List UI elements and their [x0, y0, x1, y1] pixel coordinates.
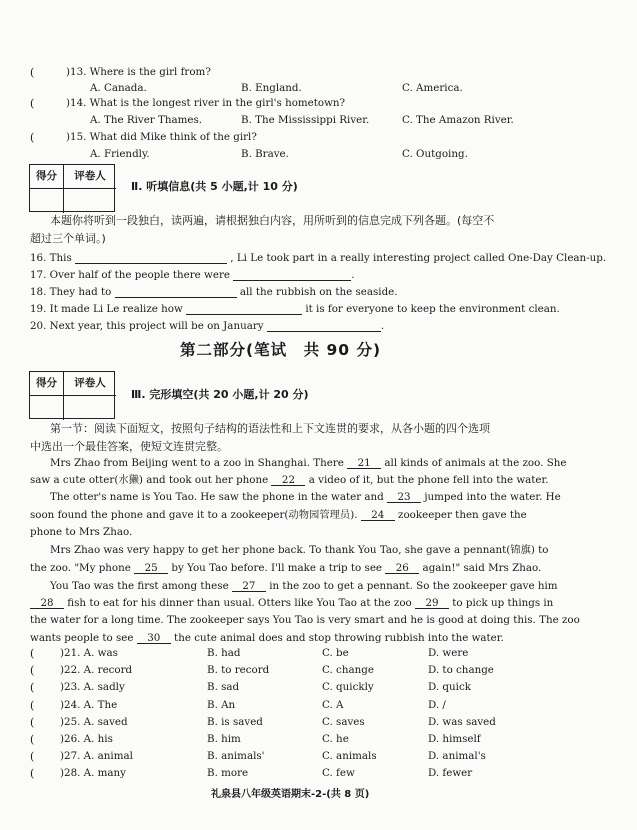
answer-paren[interactable]: ( — [30, 647, 35, 660]
answer-blank[interactable] — [115, 287, 237, 298]
passage-line — [30, 475, 549, 486]
passage-text: saw a cute otter(水獭) and took out her phone — [30, 474, 272, 486]
cloze-option: B. him — [207, 733, 241, 745]
option-b: B. The Mississippi River. — [241, 114, 370, 126]
cloze-blank[interactable]: 25 — [134, 563, 168, 574]
fill-item-18: 18. They had to all the rubbish on the seaside. — [30, 286, 398, 298]
passage-text: soon found the phone and gave it to a zookeeper(动物园管理员). — [30, 509, 361, 521]
cloze-blank[interactable]: 27 — [232, 581, 266, 592]
score-box — [29, 371, 115, 419]
option-c: C. Outgoing. — [402, 148, 468, 160]
part-2-title: 第二部分(笔试 共 90 分) — [180, 341, 382, 359]
score-box — [29, 164, 115, 212]
cloze-option: C. change — [322, 664, 374, 677]
cloze-question-option-a: )23. A. sadly — [60, 681, 125, 694]
passage-text: to pick up things in — [449, 597, 554, 609]
cloze-option: C. A — [322, 698, 344, 711]
cloze-blank[interactable]: 26 — [385, 563, 419, 574]
cloze-option: B. more — [207, 767, 249, 780]
cloze-option: D. / — [428, 698, 446, 711]
passage-text: You Tao was the first among these — [50, 580, 232, 592]
grader-label: 评卷人 — [64, 372, 116, 396]
cloze-option: D. animal's — [428, 750, 486, 763]
cloze-option: C. he — [322, 733, 349, 745]
cloze-option: D. quick — [428, 681, 471, 694]
cloze-blank[interactable]: 22 — [271, 475, 305, 486]
answer-paren[interactable]: ( — [30, 681, 35, 695]
cloze-blank[interactable]: 28 — [30, 598, 64, 609]
option-b: B. England. — [241, 82, 302, 94]
answer-paren[interactable]: ( — [30, 750, 35, 764]
passage-line — [50, 545, 548, 555]
cloze-option: C. saves — [322, 715, 365, 728]
passage-line — [50, 492, 561, 503]
grader-cell[interactable] — [64, 396, 116, 420]
cloze-question-option-a: )25. A. saved — [60, 715, 128, 728]
option-b: B. Brave. — [241, 148, 289, 160]
passage-text: all kinds of animals at the zoo. She — [381, 457, 567, 469]
cloze-option: C. be — [322, 647, 349, 659]
cloze-question-option-a: )28. A. many — [60, 767, 126, 780]
passage-text: again!" said Mrs Zhao. — [419, 562, 542, 574]
passage-text: in the zoo to get a pennant. So the zookeeper gave him — [265, 580, 558, 592]
fill-item-20: 20. Next year, this project will be on January . — [30, 320, 385, 332]
grader-cell[interactable] — [64, 189, 116, 213]
passage-line — [30, 510, 527, 521]
answer-blank[interactable] — [186, 304, 302, 315]
answer-paren[interactable]: ( — [30, 715, 35, 729]
passage-line — [30, 615, 580, 625]
cloze-blank[interactable]: 21 — [347, 458, 381, 469]
passage-text: the zoo. "My phone — [30, 562, 135, 574]
passage-text: Mrs Zhao was very happy to get her phone back. To thank You Tao, she gave a pennant(锦旗) to — [50, 544, 549, 556]
cloze-option: B. is saved — [207, 715, 263, 728]
answer-blank[interactable] — [267, 321, 381, 332]
answer-paren[interactable]: ( — [30, 767, 35, 781]
answer-paren: ( — [30, 97, 35, 110]
cloze-option: D. himself — [428, 733, 481, 745]
cloze-option: D. was saved — [428, 715, 496, 728]
cloze-option: D. to change — [428, 664, 494, 677]
fill-item-16: 16. This , Li Le took part in a really interesting project called One-Day Clean-up. — [30, 252, 607, 264]
cloze-option: D. were — [428, 647, 469, 659]
cloze-blank[interactable]: 30 — [137, 633, 171, 644]
passage-line — [30, 563, 541, 574]
cloze-option: C. animals — [322, 750, 377, 763]
passage-line — [30, 633, 504, 644]
cloze-blank[interactable]: 24 — [361, 510, 395, 521]
option-c: C. The Amazon River. — [402, 114, 514, 126]
cloze-question-option-a: )26. A. his — [60, 733, 113, 745]
section-3-instruction: 第一节：阅读下面短文，按照句子结构的语法性和上下文连贯的要求，从各小题的四个选项 — [50, 422, 490, 435]
cloze-option: C. few — [322, 767, 355, 780]
grader-label: 评卷人 — [64, 165, 116, 189]
cloze-option: D. fewer — [428, 767, 473, 780]
passage-text: jumped into the water. He — [421, 491, 561, 503]
section-2-instruction: 本题你将听到一段独白，读两遍，请根据独白内容，用所听到的信息完成下列各题。(每空不 — [50, 214, 495, 227]
score-label: 得分 — [30, 165, 64, 189]
cloze-option: B. had — [207, 647, 241, 659]
fill-item-19: 19. It made Li Le realize how it is for everyone to keep the environment clean. — [30, 303, 560, 315]
passage-text: wants people to see — [30, 632, 137, 644]
passage-text: The otter's name is You Tao. He saw the phone in the water and — [50, 491, 388, 503]
section-3-instruction-cont: 中选出一个最佳答案，使短文连贯完整。 — [30, 440, 228, 453]
option-c: C. America. — [402, 82, 463, 94]
page-footer: 礼泉县八年级英语期末-2-(共 8 页) — [211, 789, 370, 800]
passage-text: Mrs Zhao from Beijing went to a zoo in Shanghai. There — [50, 457, 348, 469]
question-13-stem: )13. Where is the girl from? — [66, 66, 211, 78]
cloze-option: B. sad — [207, 681, 240, 694]
section-3-title: Ⅲ. 完形填空(共 20 小题,计 20 分) — [131, 388, 309, 401]
passage-line — [30, 527, 132, 537]
passage-text: the water for a long time. The zookeeper says You Tao is very smart and he is good at doing this. The zoo — [30, 614, 580, 626]
passage-text: zookeeper then gave the — [394, 509, 527, 521]
section-2-instruction-cont: 超过三个单词。) — [30, 232, 106, 245]
answer-blank[interactable] — [233, 270, 351, 281]
passage-line — [30, 598, 553, 609]
cloze-blank[interactable]: 29 — [415, 598, 449, 609]
cloze-question-option-a: )24. A. The — [60, 698, 118, 711]
score-label: 得分 — [30, 372, 64, 396]
question-14-stem: )14. What is the longest river in the girl's hometown? — [66, 97, 346, 109]
answer-paren[interactable]: ( — [30, 698, 35, 712]
answer-paren[interactable]: ( — [30, 664, 35, 678]
passage-line — [50, 458, 566, 469]
passage-text: the cute animal does and stop throwing rubbish into the water. — [170, 632, 504, 644]
cloze-option: B. An — [207, 698, 236, 711]
answer-paren[interactable]: ( — [30, 733, 35, 746]
answer-paren: ( — [30, 66, 35, 79]
cloze-question-option-a: )21. A. was — [60, 647, 118, 659]
cloze-option: C. quickly — [322, 681, 374, 694]
option-a: A. Friendly. — [90, 148, 150, 160]
option-a: A. The River Thames. — [90, 114, 203, 126]
cloze-question-option-a: )27. A. animal — [60, 750, 133, 763]
passage-line — [50, 581, 558, 592]
answer-blank[interactable] — [75, 253, 227, 264]
score-cell[interactable] — [30, 396, 64, 420]
passage-text: by You Tao before. I'll make a trip to see — [168, 562, 386, 574]
question-15-stem: )15. What did Mike think of the girl? — [66, 131, 257, 143]
option-a: A. Canada. — [90, 82, 147, 94]
passage-text: fish to eat for his dinner than usual. Otters like You Tao at the zoo — [64, 597, 415, 609]
answer-paren: ( — [30, 131, 35, 144]
cloze-option: B. to record — [207, 664, 270, 677]
cloze-option: B. animals' — [207, 750, 265, 763]
passage-text: a video of it, but the phone fell into the water. — [305, 474, 549, 486]
cloze-question-option-a: )22. A. record — [60, 664, 133, 677]
score-cell[interactable] — [30, 189, 64, 213]
passage-text: phone to Mrs Zhao. — [30, 526, 133, 538]
section-2-title: Ⅱ. 听填信息(共 5 小题,计 10 分) — [131, 180, 298, 193]
cloze-blank[interactable]: 23 — [387, 492, 421, 503]
fill-item-17: 17. Over half of the people there were . — [30, 269, 355, 281]
